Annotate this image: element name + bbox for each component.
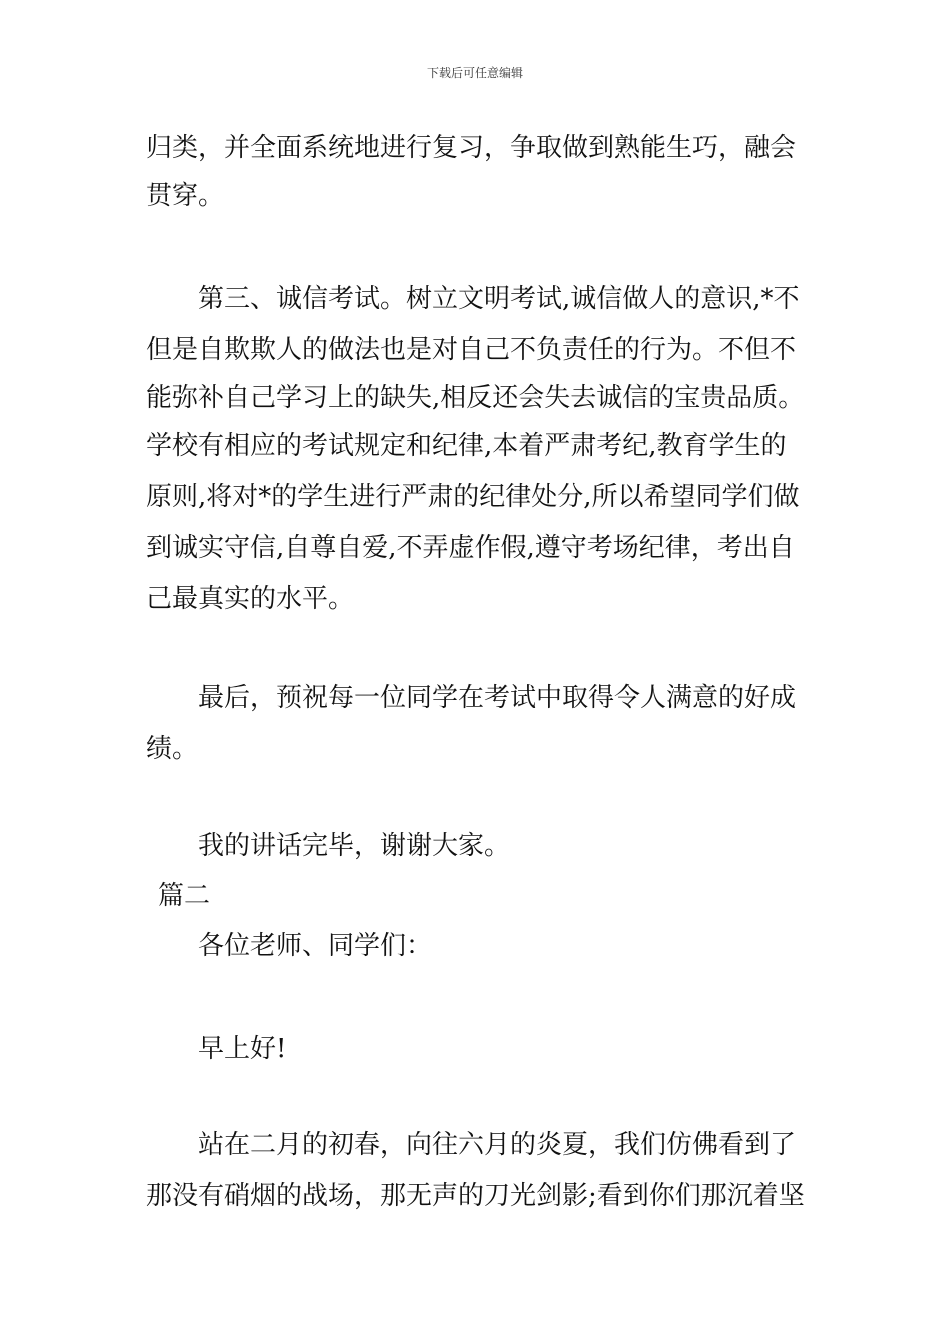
text-line: 早上好! (198, 1034, 287, 1064)
text-line: 学校有相应的考试规定和纪律,本着严肃考纪,教育学生的 (146, 431, 787, 461)
text-line: 但是自欺欺人的做法也是对自己不负责任的行为。不但不 (146, 335, 797, 365)
text-line: 绩。 (146, 734, 199, 764)
text-line: 第三、诚信考试。树立文明考试,诚信做人的意识,*不 (198, 284, 800, 314)
section-heading: 篇二 (158, 881, 211, 911)
text-line: 最后，预祝每一位同学在考试中取得令人满意的好成 (198, 683, 797, 713)
text-line: 己最真实的水平。 (146, 584, 355, 614)
text-line: 贯穿。 (146, 181, 225, 211)
text-line: 各位老师、同学们： (198, 931, 433, 961)
text-line: 原则,将对*的学生进行严肃的纪律处分,所以希望同学们做 (146, 482, 800, 512)
text-line: 我的讲话完毕，谢谢大家。 (198, 831, 511, 861)
text-line: 站在二月的初春，向往六月的炎夏，我们仿佛看到了 (198, 1130, 797, 1160)
text-line: 归类，并全面系统地进行复习，争取做到熟能生巧，融会 (146, 133, 797, 163)
text-line: 能弥补自己学习上的缺失,相反还会失去诚信的宝贵品质。 (146, 383, 805, 413)
text-line: 那没有硝烟的战场，那无声的刀光剑影;看到你们那沉着坚 (146, 1181, 805, 1211)
page-header: 下载后可任意编辑 (426, 66, 523, 80)
text-line: 到诚实守信,自尊自爱,不弄虚作假,遵守考场纪律，考出自 (146, 533, 795, 563)
